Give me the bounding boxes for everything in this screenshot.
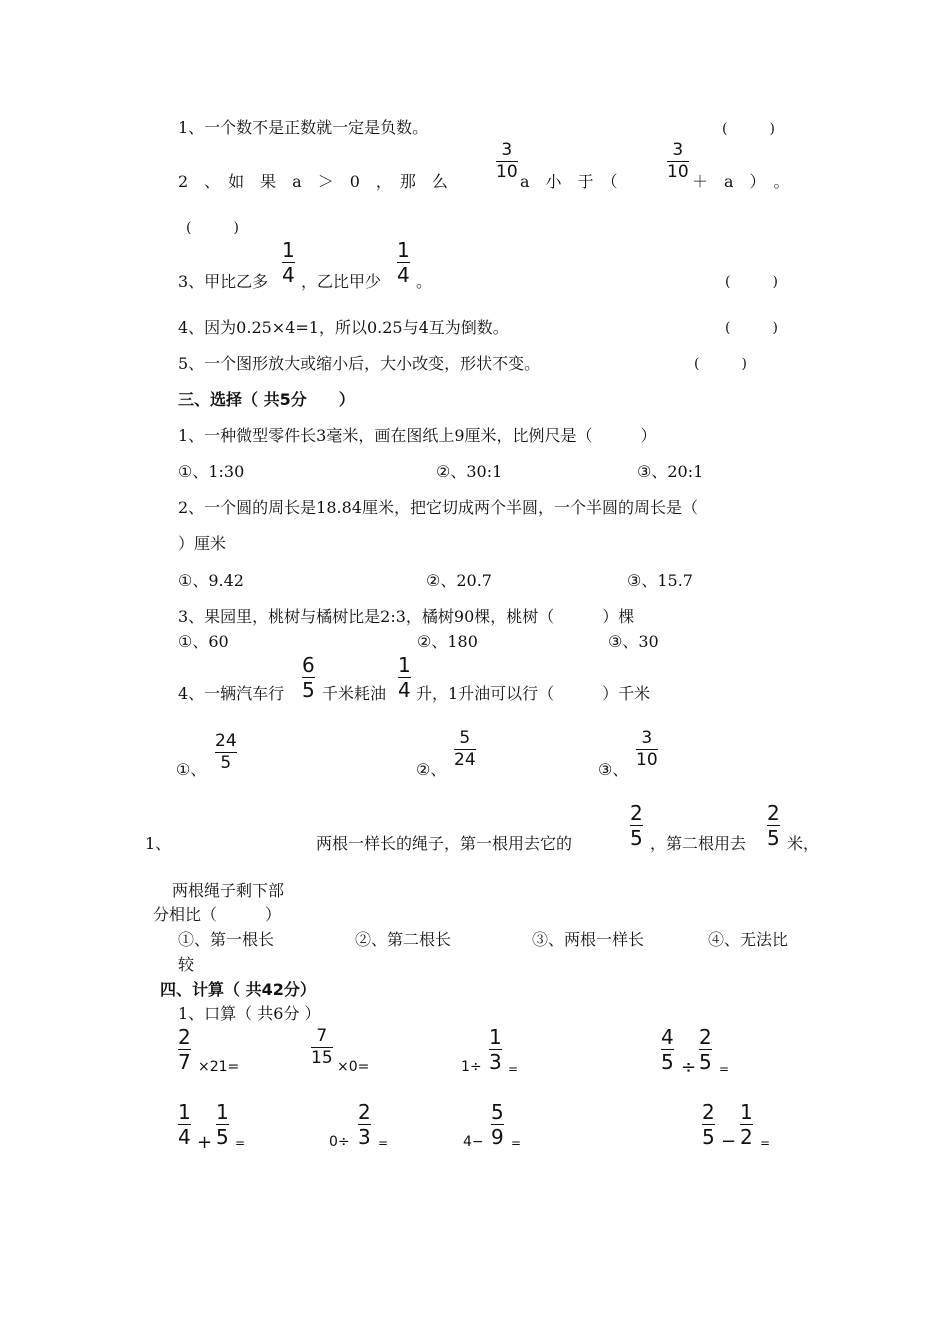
calc-4-fraction-1 — [661, 1027, 674, 1072]
judge-q2-text-mid: a 小 于 （ — [520, 172, 618, 191]
section-4-title: 四、计算（ 共42分） — [160, 980, 316, 999]
choice-q5-text-line-2: 两根绳子剩下部 — [172, 881, 285, 900]
calc-5-operator: + — [197, 1132, 213, 1153]
denominator: 5 — [630, 826, 643, 850]
calc-8-fraction-2 — [740, 1102, 753, 1147]
choice-q5-text-a: 两根一样长的绳子，第一根用去它的 — [316, 834, 573, 853]
choice-q4-text-b: 千米耗油 — [322, 684, 387, 703]
numerator: 1 — [282, 238, 295, 262]
numerator: 2 — [702, 1100, 715, 1124]
section-3-title: 三、选择（ 共5分 ） — [178, 390, 355, 409]
denominator: 4 — [397, 263, 410, 287]
numerator: 24 — [215, 731, 237, 751]
choice-q4-text-c: 升，1升油可以行（ ）千米 — [416, 684, 651, 703]
numerator: 1 — [740, 1100, 753, 1124]
denominator: 5 — [767, 826, 780, 850]
choice-q2-text-line-1: 2、一个圆的周长是18.84厘米，把它切成两个半圆，一个半圆的周长是（ — [178, 498, 698, 517]
calc-8-fraction-1 — [702, 1102, 715, 1147]
calc-6-pre: 0÷ — [329, 1134, 350, 1150]
numerator: 5 — [459, 728, 471, 748]
numerator: 2 — [178, 1025, 191, 1049]
choice-q5-fraction-1 — [630, 803, 643, 848]
judge-q3-text-c: 。 — [416, 272, 433, 291]
section-4-subtitle: 1、口算（ 共6分 ） — [178, 1004, 321, 1023]
numerator: 3 — [501, 140, 513, 160]
judge-q2-text-post: ＋ a ） 。 — [692, 172, 790, 191]
choice-q2-option-3[interactable]: ③、15.7 — [627, 571, 693, 590]
choice-q1-option-2[interactable]: ②、30:1 — [436, 462, 503, 481]
calc-3-rest: = — [508, 1062, 519, 1076]
calc-1-rest: ×21= — [198, 1059, 240, 1075]
choice-q1-text: 1、一种微型零件长3毫米，画在图纸上9厘米，比例尺是（ ） — [178, 426, 657, 445]
calc-2-fraction — [311, 1028, 333, 1067]
choice-q2-text-line-2: ）厘米 — [178, 534, 227, 553]
calc-5-fraction-2 — [216, 1102, 229, 1147]
choice-q5-option-3[interactable]: ③、两根一样长 — [532, 930, 645, 949]
choice-q3-option-1[interactable]: ①、60 — [178, 632, 229, 651]
choice-q1-option-3[interactable]: ③、20:1 — [637, 462, 704, 481]
numerator: 1 — [397, 238, 410, 262]
choice-q5-number: 1、 — [145, 834, 172, 853]
denominator: 3 — [358, 1125, 371, 1149]
numerator: 2 — [699, 1025, 712, 1049]
numerator: 1 — [216, 1100, 229, 1124]
numerator: 5 — [491, 1100, 504, 1124]
judge-q4-answer-blank[interactable]: ( ) — [725, 320, 778, 336]
denominator: 4 — [398, 678, 411, 702]
choice-q4-option-1-fraction[interactable] — [215, 733, 237, 772]
choice-q4-option-1-label[interactable]: ①、 — [176, 760, 207, 779]
choice-q4-option-3-label[interactable]: ③、 — [598, 760, 629, 779]
choice-q4-fraction-1 — [302, 655, 315, 700]
choice-q3-option-2[interactable]: ②、180 — [417, 632, 478, 651]
judge-q4-text: 4、因为0.25×4=1，所以0.25与4互为倒数。 — [178, 318, 509, 337]
numerator: 1 — [178, 1100, 191, 1124]
numerator: 3 — [641, 728, 653, 748]
choice-q3-option-3[interactable]: ③、30 — [608, 632, 659, 651]
judge-q3-text-b: ，乙比甲少 — [301, 272, 382, 291]
calc-7-rest: = — [511, 1136, 522, 1150]
judge-q3-fraction-2 — [397, 240, 410, 285]
calc-6-fraction — [358, 1102, 371, 1147]
calc-8-operator: − — [721, 1131, 737, 1152]
calc-7-pre: 4− — [463, 1134, 484, 1150]
denominator: 15 — [311, 1048, 333, 1068]
denominator: 10 — [496, 162, 518, 182]
numerator: 2 — [630, 801, 643, 825]
choice-q5-text-b: ，第二根用去 — [650, 834, 747, 853]
choice-q4-text-a: 4、一辆汽车行 — [178, 684, 285, 703]
choice-q3-text: 3、果园里，桃树与橘树比是2:3，橘树90棵，桃树（ ）棵 — [178, 607, 635, 626]
denominator: 5 — [216, 1125, 229, 1149]
denominator: 5 — [220, 753, 232, 773]
calc-6-rest: = — [378, 1136, 389, 1150]
numerator: 7 — [316, 1026, 328, 1046]
numerator: 6 — [302, 653, 315, 677]
judge-q1-text: 1、一个数不是正数就一定是负数。 — [178, 118, 429, 137]
numerator: 2 — [767, 801, 780, 825]
calc-8-rest: = — [760, 1136, 771, 1150]
judge-q3-text-a: 3、甲比乙多 — [178, 272, 269, 291]
judge-q2-text-pre: 2 、 如 果 a ＞ 0 ， 那 么 — [178, 172, 448, 191]
calc-5-fraction-1 — [178, 1102, 191, 1147]
denominator: 2 — [740, 1125, 753, 1149]
numerator: 3 — [672, 140, 684, 160]
denominator: 7 — [178, 1050, 191, 1074]
denominator: 4 — [282, 263, 295, 287]
denominator: 10 — [667, 162, 689, 182]
calc-1-fraction — [178, 1027, 191, 1072]
choice-q5-fraction-2 — [767, 803, 780, 848]
calc-2-rest: ×0= — [337, 1059, 370, 1075]
calc-5-rest: = — [235, 1136, 246, 1150]
calc-3-fraction — [489, 1027, 502, 1072]
choice-q5-text-c: 米， — [787, 834, 820, 853]
choice-q2-option-1[interactable]: ①、9.42 — [178, 571, 244, 590]
judge-q2-fraction-2 — [667, 142, 689, 181]
judge-q1-answer-blank[interactable]: ( ) — [722, 121, 775, 137]
choice-q4-option-2-label[interactable]: ②、 — [416, 760, 447, 779]
calc-4-fraction-2 — [699, 1027, 712, 1072]
choice-q4-option-3-fraction[interactable] — [636, 730, 658, 769]
denominator: 4 — [178, 1125, 191, 1149]
calc-4-operator: ÷ — [681, 1057, 697, 1078]
choice-q1-option-1[interactable]: ①、1:30 — [178, 462, 245, 481]
denominator: 9 — [491, 1125, 504, 1149]
judge-q5-answer-blank[interactable]: ( ) — [694, 356, 747, 372]
choice-q4-option-2-fraction[interactable] — [454, 730, 476, 769]
choice-q5-option-2[interactable]: ②、第二根长 — [355, 930, 452, 949]
calc-3-pre: 1÷ — [461, 1059, 482, 1075]
choice-q5-option-1[interactable]: ①、第一根长 — [178, 930, 275, 949]
denominator: 3 — [489, 1050, 502, 1074]
judge-q5-text: 5、一个图形放大或缩小后，大小改变，形状不变。 — [178, 354, 541, 373]
choice-q5-option-4-wrap: 较 — [178, 955, 195, 974]
denominator: 5 — [699, 1050, 712, 1074]
judge-q2-answer-blank[interactable]: ( ) — [186, 220, 239, 236]
denominator: 5 — [661, 1050, 674, 1074]
numerator: 4 — [661, 1025, 674, 1049]
judge-q2-fraction-1 — [496, 142, 518, 181]
denominator: 5 — [702, 1125, 715, 1149]
denominator: 5 — [302, 678, 315, 702]
choice-q2-option-2[interactable]: ②、20.7 — [426, 571, 492, 590]
numerator: 2 — [358, 1100, 371, 1124]
choice-q5-text-line-3: 分相比（ ） — [153, 905, 282, 924]
choice-q5-option-4[interactable]: ④、无法比 — [708, 930, 789, 949]
calc-7-fraction — [491, 1102, 504, 1147]
denominator: 10 — [636, 750, 658, 770]
numerator: 1 — [398, 653, 411, 677]
judge-q3-answer-blank[interactable]: ( ) — [725, 274, 778, 290]
judge-q3-fraction-1 — [282, 240, 295, 285]
numerator: 1 — [489, 1025, 502, 1049]
choice-q4-fraction-2 — [398, 655, 411, 700]
denominator: 24 — [454, 750, 476, 770]
calc-4-rest: = — [719, 1062, 730, 1076]
